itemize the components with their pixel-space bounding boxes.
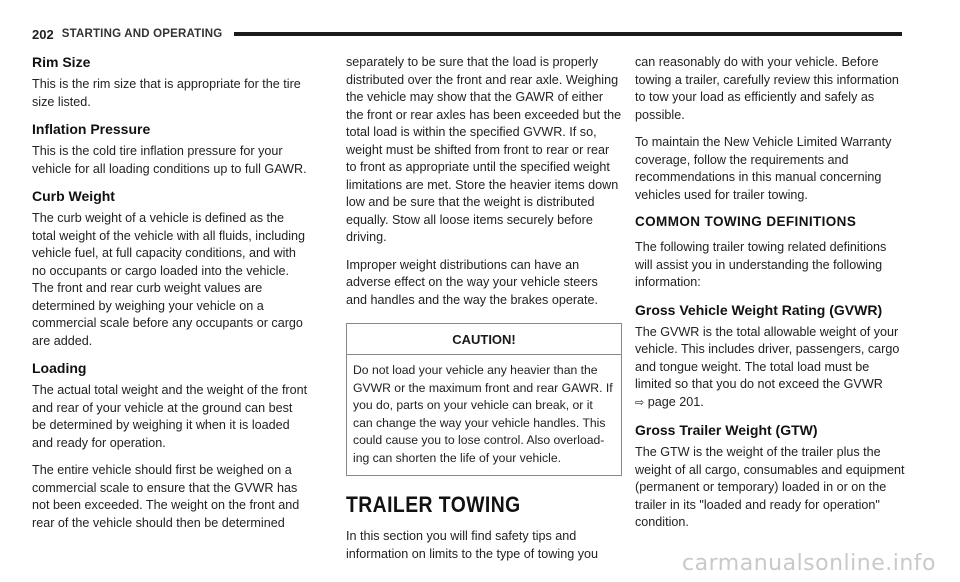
rim-size-heading: Rim Size [32, 54, 91, 70]
caution-title: CAUTION! [347, 324, 621, 355]
caution-box [346, 323, 622, 476]
header-rule [234, 32, 902, 36]
gvwr-page-link[interactable]: page 201. [647, 394, 704, 409]
inflation-heading: Inflation Pressure [32, 121, 151, 137]
column-1 [32, 54, 308, 542]
loading-heading: Loading [32, 360, 87, 376]
page-header [32, 24, 902, 44]
loading-text-2: The entire vehicle should first be weighed on a commercial scale to ensure that the GVWR has not been exceeded. The weight on the front and rear of the vehicle should then be determined [32, 463, 300, 530]
loading-text: The actual total weight and the weight of the front and rear of your vehicle at the ground can best be determined by weighing it when it is loaded and ready for operation. [32, 383, 308, 450]
column-2 [346, 54, 622, 573]
towing-continued-text: can reasonably do with your vehicle. Before towing a trailer, carefully review this information to tow your load as efficiently and safely as possible. [635, 55, 899, 122]
common-towing-definitions-heading: COMMON TOWING DEFINITIONS [635, 214, 857, 229]
caution-text: Do not load your vehicle any heavier than the GVWR or the maximum front and rear GAWR. If you do, parts on your vehicle can break, or it can change the way your vehicle handles. This could cause you to lose control. Also overload- ing can shorten the life of your vehicle. [353, 363, 613, 465]
trailer-towing-text: In this section you will find safety tips and information on limits to the type of towing you [346, 529, 599, 561]
weigh-continued-text: separately to be sure that the load is properly distributed over the front and rear axle. Weighing the vehicle may show that the GAWR of either the front or rear axles has been exceeded but the total load is within the specified GVWR. If so, weight must be shifted from front to rear or rear to front as appropriate until the specified weight limitations are met. Store the heavier items down low and be sure that the weight is distributed equally. Stow all loose items securely before driving. [346, 55, 622, 244]
improper-distribution-text: Improper weight distributions can have an adverse effect on the way your vehicle steers and handles and the way the brakes operate. [346, 257, 599, 307]
gvwr-text [635, 324, 905, 413]
gvwr-heading: Gross Vehicle Weight Rating (GVWR) [635, 301, 883, 318]
trailer-towing-heading: TRAILER TOWING [346, 492, 521, 517]
inflation-text: This is the cold tire inflation pressure for your vehicle for all loading conditions up to full GAWR. [32, 144, 307, 176]
column-3 [635, 54, 905, 542]
page-number: 202 [32, 26, 54, 42]
definitions-text: The following trailer towing related definitions will assist you in understanding the following information: [635, 240, 887, 289]
curb-weight-text: The curb weight of a vehicle is defined as the total weight of the vehicle with all fluids, including vehicle fuel, at full capacity conditions, and with no occupants or cargo loaded into the vehicle. The front and rear curb weight values are determined by weighing your vehicle on a commercial scale before any occupants or cargo are added. [32, 211, 306, 348]
gtw-text: The GTW is the weight of the trailer plus the weight of all cargo, consumables and equipment (permanent or temporary) loaded in or on the trailer in its "loaded and ready for operation" condition. [635, 445, 905, 529]
section-title: STARTING AND OPERATING [61, 28, 223, 40]
warranty-text: To maintain the New Vehicle Limited Warranty coverage, follow the requirements and recommendations in this manual concerning vehicles used for trailer towing. [635, 135, 892, 202]
page-ref-arrow-icon: ⇨ [635, 396, 645, 409]
gvwr-body: The GVWR is the total allowable weight of your vehicle. This includes driver, passengers, cargo and tongue weight. The total load must be limited so that you do not exceed the GVWR [635, 324, 900, 391]
rim-size-text: This is the rim size that is appropriate for the tire size listed. [32, 77, 301, 109]
gtw-heading: Gross Trailer Weight (GTW) [635, 422, 818, 438]
watermark: carmanualsonline.info [682, 551, 936, 576]
curb-weight-heading: Curb Weight [32, 188, 115, 204]
